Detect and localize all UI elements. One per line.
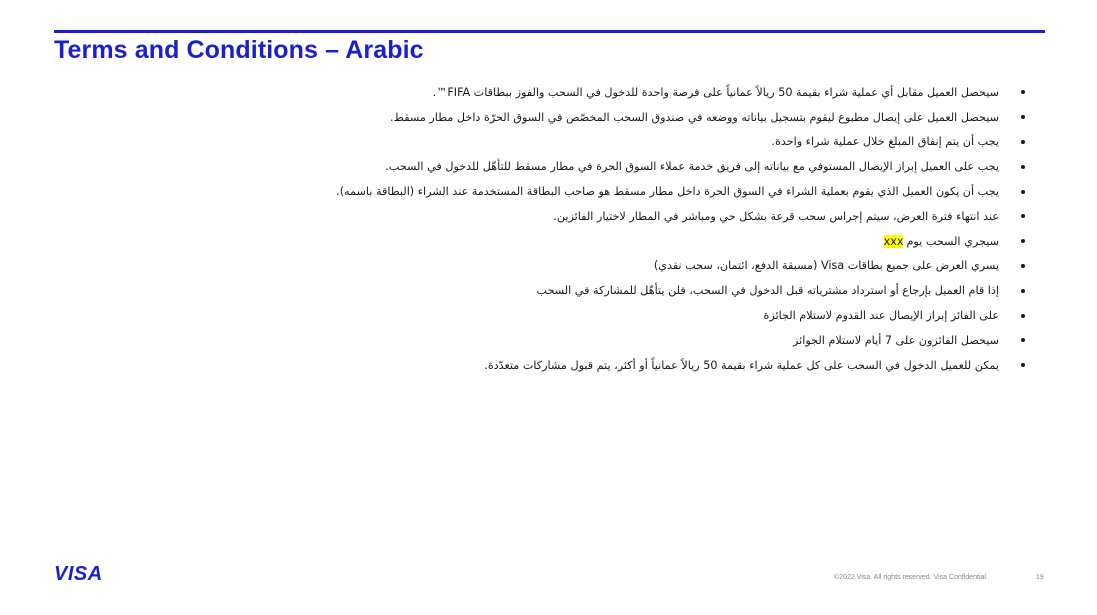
page-number: 19 xyxy=(1036,574,1044,581)
copyright-notice: ©2022 Visa. All rights reserved. Visa Confidential xyxy=(834,574,986,581)
list-item xyxy=(331,80,1031,105)
terms-list xyxy=(331,80,1031,378)
bullet-icon xyxy=(1021,140,1025,144)
bullet-icon xyxy=(1021,289,1025,293)
list-item xyxy=(331,254,1031,279)
term-text: سيحصل الفائزون على 7 أيام لاستلام الجوائز xyxy=(792,333,999,347)
page-title: Terms and Conditions – Arabic xyxy=(54,36,424,64)
list-item xyxy=(331,229,1031,254)
bullet-icon xyxy=(1021,214,1025,218)
list-item xyxy=(331,278,1031,303)
list-item xyxy=(331,204,1031,229)
header-divider xyxy=(54,30,1045,33)
term-text: يسري العرض على جميع بطاقات Visa (مسبقة الدفع، ائتمان، سحب نقدي) xyxy=(653,259,999,273)
term-text: يجب أن يكون العميل الذي يقوم بعملية الشراء في السوق الحرة داخل مطار مسقط هو صاحب البطاقة المستخدمة عند الشراء (البطاقة باسمه). xyxy=(336,185,999,199)
term-text: على الفائز إبراز الإيصال عند القدوم لاستلام الجائزة xyxy=(763,309,999,323)
bullet-icon xyxy=(1021,90,1025,94)
draw-date-placeholder: xxx xyxy=(883,234,904,248)
term-text: سيجري السحب يوم xyxy=(906,234,999,248)
bullet-icon xyxy=(1021,190,1025,194)
bullet-icon xyxy=(1021,314,1025,318)
list-item xyxy=(331,303,1031,328)
term-text: يجب أن يتم إنفاق المبلغ خلال عملية شراء واحدة. xyxy=(771,135,999,149)
list-item xyxy=(331,179,1031,204)
term-text: سيحصل العميل مقابل أي عملية شراء بقيمة 50 ريالاً عمانياً على فرصة واحدة للدخول في السحب والفوز ببطاقات FIFA™. xyxy=(432,85,999,99)
term-text: يمكن للعميل الدخول في السحب على كل عملية شراء بقيمة 50 ريالاً عمانياً أو أكثر، يتم قبول مشاركات متعدّدة. xyxy=(484,358,999,372)
term-text: يجب على العميل إبراز الإيصال المستوفي مع بياناته إلى فريق خدمة عملاء السوق الحرة في مطار مسقط للتأهّل للدخول في السحب. xyxy=(385,160,999,174)
bullet-icon xyxy=(1021,165,1025,169)
bullet-icon xyxy=(1021,115,1025,119)
term-text: سيحصل العميل على إيصال مطبوع ليقوم بتسجيل بياناته ووضعه في صندوق السحب المخصّص في السوق الحرّة داخل مطار مسقط. xyxy=(390,110,999,124)
visa-logo: VISA xyxy=(54,563,103,585)
bullet-icon xyxy=(1021,239,1025,243)
list-item xyxy=(331,130,1031,155)
bullet-icon xyxy=(1021,264,1025,268)
term-text: إذا قام العميل بإرجاع أو استرداد مشترياته قبل الدخول في السحب، فلن يتأهّل للمشاركة في السحب xyxy=(536,284,999,298)
list-item xyxy=(331,353,1031,378)
term-text: عند انتهاء فترة العرض، سيتم إجراس سحب قرعة بشكل حي ومباشر في المطار لاختيار الفائزين. xyxy=(553,209,999,223)
list-item xyxy=(331,328,1031,353)
bullet-icon xyxy=(1021,363,1025,367)
bullet-icon xyxy=(1021,338,1025,342)
list-item xyxy=(331,105,1031,130)
list-item xyxy=(331,154,1031,179)
